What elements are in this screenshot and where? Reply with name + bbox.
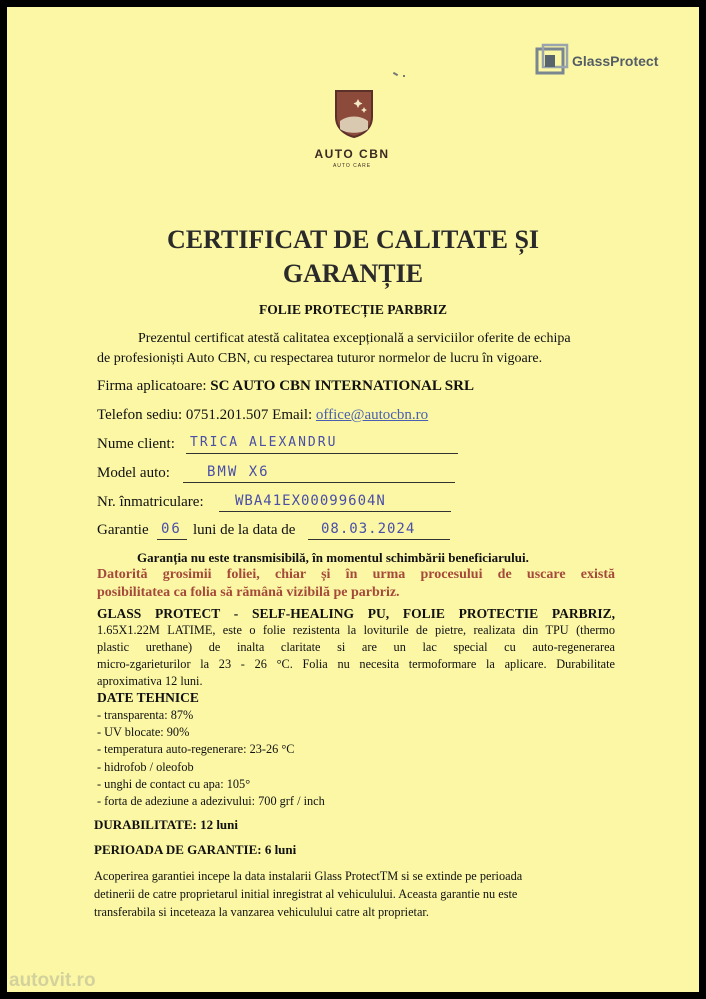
product-line3: plastic urethane) de inalta claritate si are un lac special cu auto-regenerarea xyxy=(97,640,615,654)
telefon-label: Telefon sediu: 0751.201.507 Email: xyxy=(97,407,313,423)
inmatriculare-value: WBA41EX00099604N xyxy=(235,493,386,509)
product-line4: micro-zgarieturilor la 23 - 26 °C. Folia nu necesita termoformare la aplicare. Durabilitate xyxy=(97,657,615,671)
glassprotect-label: GlassProtect xyxy=(572,53,659,69)
warning-line1: Datorită grosimii foliei, chiar și în urma procesului de uscare există xyxy=(97,567,615,582)
glassprotect-logo xyxy=(535,43,675,77)
warning-line2: posibilitatea ca folia să rămână vizibilă pe parbriz. xyxy=(97,585,400,600)
list-item: - hidrofob / oleofob xyxy=(97,759,194,774)
shield-icon xyxy=(332,87,376,139)
durabilitate-text: DURABILITATE: 12 luni xyxy=(94,817,238,832)
firma-label: Firma aplicatoare: xyxy=(97,378,207,394)
tech-list xyxy=(97,707,325,810)
coverage-line2: detinerii de catre proprietarul initial inregistrat al vehiculului. Aceasta garantie nu este xyxy=(94,887,518,901)
inmatriculare-label: Nr. înmatriculare: xyxy=(97,494,204,510)
email-link[interactable]: office@autocbn.ro xyxy=(315,407,429,423)
coverage-line1: Acoperirea garantiei incepe la data instalarii Glass ProtectTM si se extinde pe perioada xyxy=(94,869,523,883)
subtitle: FOLIE PROTECȚIE PARBRIZ xyxy=(258,302,448,317)
firma-value: SC AUTO CBN INTERNATIONAL SRL xyxy=(210,378,474,394)
intro-line1: Prezentul certificat atestă calitatea excepțională a serviciilor oferite de echipa xyxy=(138,331,571,346)
product-line5: aproximativa 12 luni. xyxy=(97,674,203,688)
telefon-row xyxy=(97,407,428,424)
intro-line2: de profesioniști Auto CBN, cu respectarea tuturor normelor de lucru în vigoare. xyxy=(97,351,543,366)
garantie-label2: luni de la data de xyxy=(193,522,296,538)
auto-cbn-sublabel: AUTO CARE xyxy=(332,163,372,169)
watermark: autovit.ro xyxy=(9,970,96,991)
model-value: BMW X6 xyxy=(207,464,270,480)
page-title xyxy=(7,223,699,291)
list-item: - UV blocate: 90% xyxy=(97,725,190,740)
list-item: - unghi de contact cu apa: 105° xyxy=(97,776,251,791)
coverage-line3: transferabila si inceteaza la vanzarea vehiculului catre alt proprietar. xyxy=(94,905,429,919)
client-value: TRICA ALEXANDRU xyxy=(190,435,338,450)
title-line1: CERTIFICAT DE CALITATE ȘI xyxy=(166,225,540,254)
auto-cbn-logo xyxy=(296,87,408,177)
garantie-label: Garantie xyxy=(97,522,149,538)
list-item: - temperatura auto-regenerare: 23-26 °C xyxy=(97,742,295,757)
garantie-date: 08.03.2024 xyxy=(321,521,416,537)
glassprotect-icon xyxy=(535,43,569,77)
product-line1: GLASS PROTECT - SELF-HEALING PU, FOLIE PROTECTIE PARBRIZ, xyxy=(97,606,615,621)
garantie-months: 06 xyxy=(161,521,182,537)
client-label: Nume client: xyxy=(97,436,175,452)
perioada-text: PERIOADA DE GARANTIE: 6 luni xyxy=(94,842,297,857)
certificate-page xyxy=(7,7,699,992)
list-item: - transparenta: 87% xyxy=(97,708,194,722)
auto-cbn-label: AUTO CBN xyxy=(314,147,390,161)
list-item: - forta de adeziune a adezivului: 700 grf / inch xyxy=(97,794,325,809)
notice-text: Garanția nu este transmisibilă, în momentul schimbării beneficiarului. xyxy=(137,550,529,565)
model-label: Model auto: xyxy=(97,465,170,481)
firma-row xyxy=(97,378,474,395)
tech-heading: DATE TEHNICE xyxy=(97,690,199,705)
title-line2: GARANȚIE xyxy=(282,259,424,288)
product-line2: 1.65X1.22M LATIME, este o folie rezistenta la loviturile de pietre, realizata din TPU (thermo xyxy=(97,623,615,637)
